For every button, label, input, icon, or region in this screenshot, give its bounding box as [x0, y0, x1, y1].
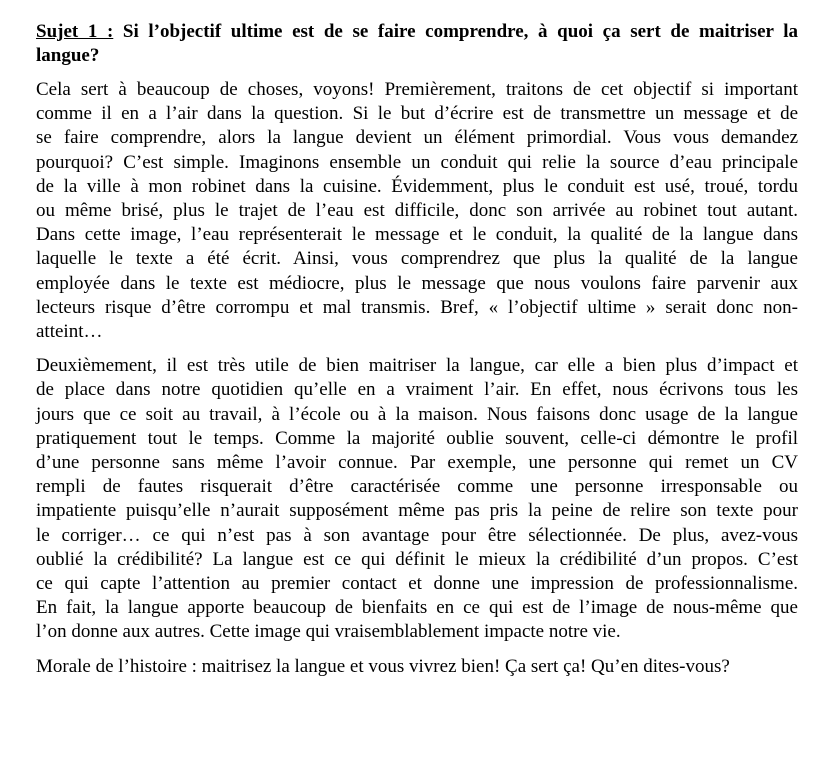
- paragraph-line: Deuxièmement, il est très utile de bien maitriser la langue, car elle a bien plus d’impact et: [36, 355, 798, 377]
- paragraph-line: En fait, la langue apporte beaucoup de bienfaits en ce qui est de l’image de nous-même que: [36, 597, 798, 619]
- paragraph-line: ou même brisé, plus le trajet de l’eau est difficile, donc son arrivée au robinet tout autant.: [36, 200, 798, 222]
- paragraph-line: pourquoi? C’est simple. Imaginons ensemble un conduit qui relie la source d’eau principale: [36, 151, 798, 173]
- paragraph-line: impatiente puisqu’elle n’aurait supposément même pas pris la peine de relire son texte pour: [36, 500, 798, 522]
- paragraph-line: oublié la crédibilité? La langue est ce qui définit le mieux la crédibilité d’un propos. C’est: [36, 548, 798, 570]
- paragraph-line: lecteurs risque d’être corrompu et mal transmis. Bref, « l’objectif ultime » serait donc non-: [36, 296, 798, 318]
- paragraph-line: laquelle le texte a été écrit. Ainsi, vous comprendrez que plus la qualité de la langue: [36, 248, 798, 270]
- heading-line-2: langue?: [36, 45, 100, 66]
- paragraph-line: l’on donne aux autres. Cette image qui vraisemblablement impacte notre vie.: [36, 621, 621, 643]
- paragraph-line: pratiquement tout le temps. Comme la majorité oublie souvent, celle-ci démontre le profil: [36, 427, 798, 449]
- paragraph-intro: [36, 78, 798, 344]
- paragraph-line: rempli de fautes risquerait d’être caractérisée comme une personne irresponsable ou: [36, 476, 798, 498]
- subject-label: Sujet 1 :: [36, 21, 114, 42]
- paragraph-second: [36, 354, 798, 644]
- paragraph-line: d’une personne sans même l’avoir connue. Par exemple, une personne qui remet un CV: [36, 452, 798, 474]
- subject-heading: [36, 20, 798, 68]
- paragraph-line: ce qui capte l’attention au premier contact et donne une impression de professionnalisme.: [36, 573, 798, 595]
- paragraph-line: atteint…: [36, 321, 103, 343]
- paragraph-line: comme il en a l’air dans la question. Si le but d’écrire est de transmettre un message et de: [36, 103, 798, 125]
- heading-line-1: [36, 20, 798, 44]
- paragraph-conclusion: [36, 655, 798, 679]
- paragraph-line: de la ville à mon robinet dans la cuisine. Évidemment, plus le conduit est usé, troué, tordu: [36, 175, 798, 197]
- paragraph-line: Cela sert à beaucoup de choses, voyons! Premièrement, traitons de cet objectif si important: [36, 79, 798, 100]
- paragraph-line: jours que ce soit au travail, à l’école ou à la maison. Nous faisons donc usage de la langue: [36, 403, 798, 425]
- paragraph-line: employée dans le texte est médiocre, plus le message que nous voulons faire parvenir aux: [36, 272, 798, 294]
- paragraph-line: Dans cette image, l’eau représenterait le message et le conduit, la qualité de la langue dans: [36, 224, 798, 246]
- paragraph-line: le corriger… ce qui n’est pas à son avantage pour être sélectionnée. De plus, avez-vous: [36, 524, 798, 546]
- paragraph-line: se faire comprendre, alors la langue devient un élément primordial. Vous vous demandez: [36, 127, 798, 149]
- paragraph-line: Morale de l’histoire : maitrisez la langue et vous vivrez bien! Ça sert ça! Qu’en dites-vous?: [36, 655, 730, 677]
- document-page: [36, 20, 798, 689]
- paragraph-line: de place dans notre quotidien qu’elle en a vraiment l’air. En effet, nous écrivons tous les: [36, 379, 798, 401]
- subject-question-part-1: Si l’objectif ultime est de se faire comprendre, à quoi ça sert de maitriser la: [113, 21, 798, 42]
